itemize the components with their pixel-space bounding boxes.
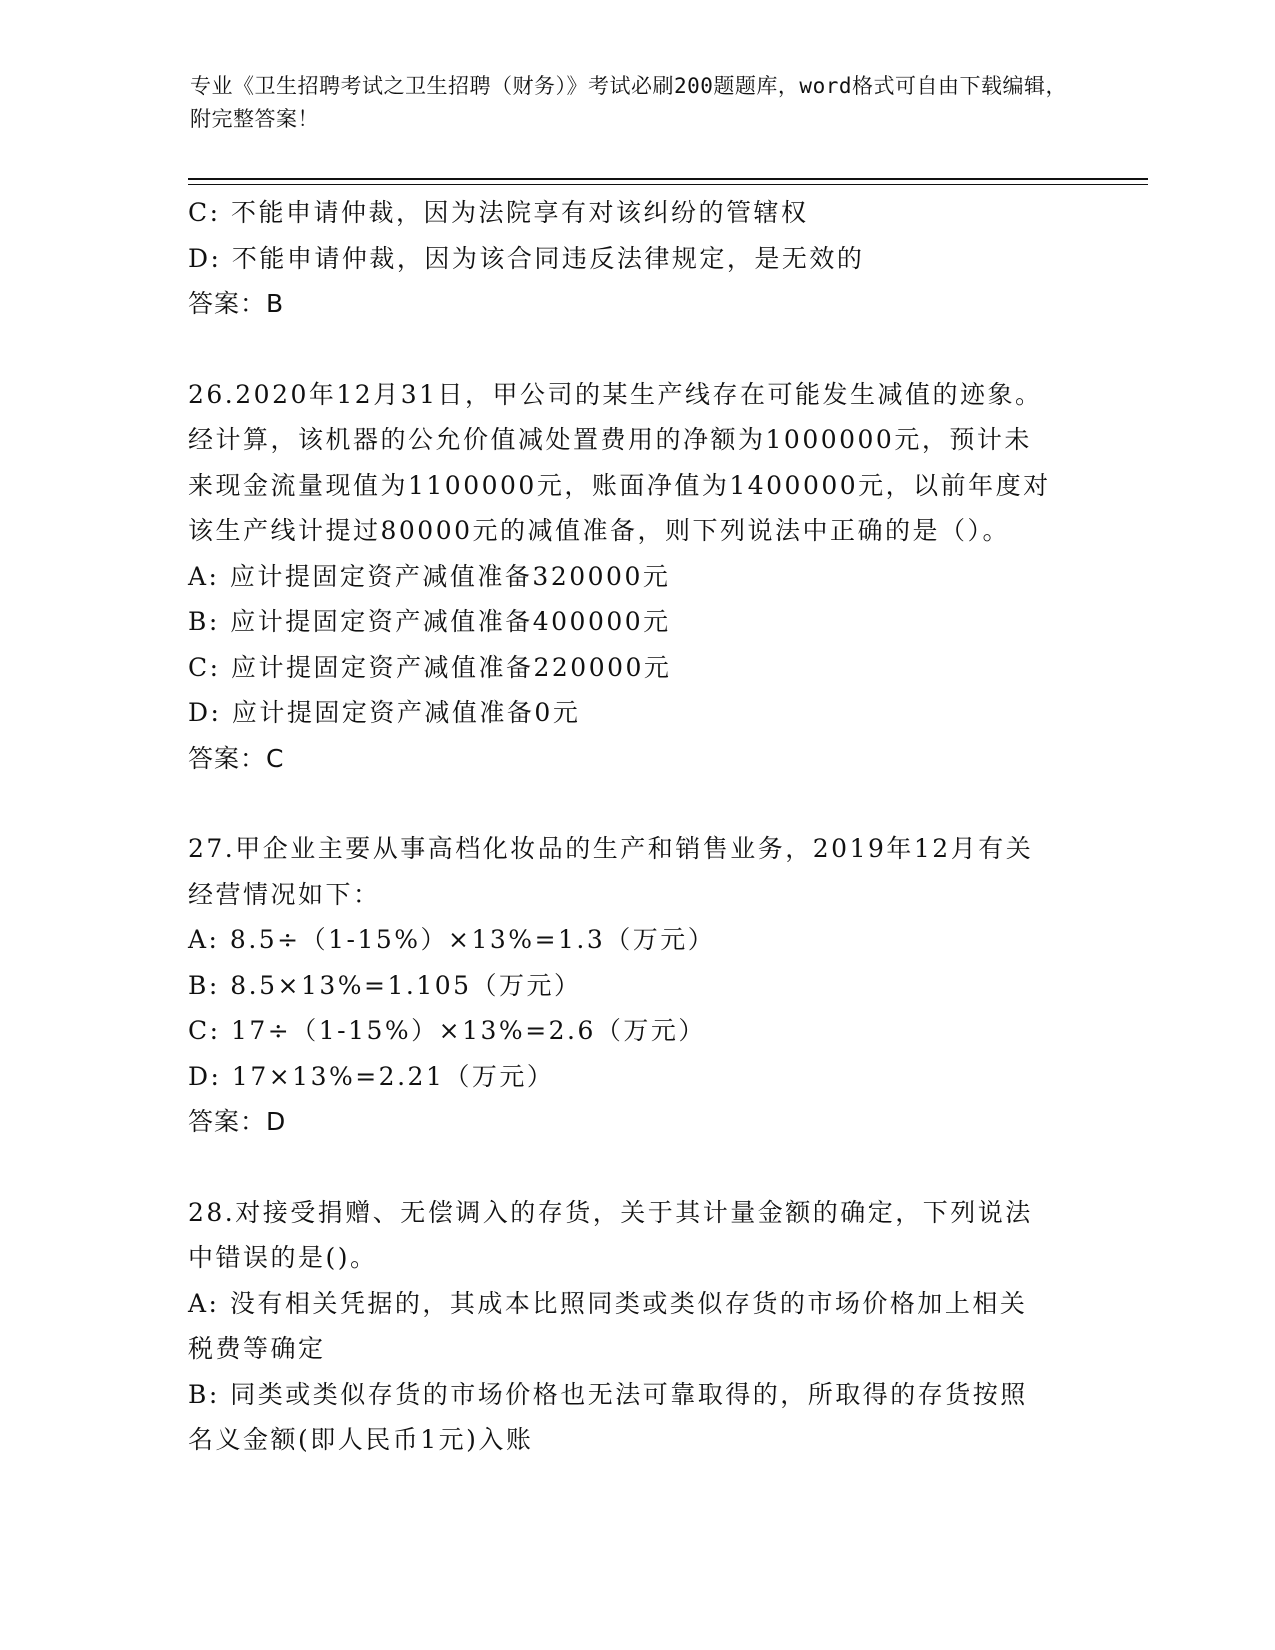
question-stem: 中错误的是()。 [188,1243,378,1272]
prev-question [188,190,1078,327]
question-26 [188,372,1078,782]
document-body [188,190,1078,1463]
document-header [190,70,1070,136]
question-27 [188,826,1078,1145]
header-rule-thick [188,178,1148,180]
option-b: B: 8.5×13%=1.105（万元） [188,970,582,1000]
option-a: A: 8.5÷（1-15%）×13%=1.3（万元） [188,925,716,954]
header-rule-thin [188,184,1148,185]
spacer [188,781,1078,826]
option-d: D: 不能申请仲裁，因为该合同违反法律规定，是无效的 [188,243,865,273]
option-c: C: 不能申请仲裁，因为法院享有对该纠纷的管辖权 [188,198,809,227]
question-stem: 来现金流量现值为1100000元，账面净值为1400000元，以前年度对 [188,470,1051,500]
spacer [188,327,1078,372]
answer-line: 答案：D [188,1107,287,1136]
spacer [188,1145,1078,1190]
option-b-continued: 名义金额(即人民币1元)入账 [188,1425,534,1454]
question-stem: 28.对接受捐赠、无偿调入的存货，关于其计量金额的确定，下列说法 [188,1197,1033,1227]
option-b: B: 应计提固定资产减值准备400000元 [188,607,671,636]
question-stem: 26.2020年12月31日，甲公司的某生产线存在可能发生减值的迹象。 [188,379,1043,409]
answer-line: 答案：B [188,289,285,318]
question-stem: 该生产线计提过80000元的减值准备，则下列说法中正确的是（）。 [188,516,1011,545]
question-28 [188,1190,1078,1463]
option-a: A: 应计提固定资产减值准备320000元 [188,561,671,591]
option-a-continued: 税费等确定 [188,1334,326,1363]
option-a: A: 没有相关凭据的，其成本比照同类或类似存货的市场价格加上相关 [188,1288,1028,1318]
option-d: D: 应计提固定资产减值准备0元 [188,698,581,727]
option-c: C: 应计提固定资产减值准备220000元 [188,652,672,682]
answer-line: 答案：C [188,743,285,773]
question-stem: 经计算，该机器的公允价值减处置费用的净额为1000000元，预计未 [188,425,1032,454]
option-d: D: 17×13%=2.21（万元） [188,1061,555,1091]
option-c: C: 17÷（1-15%）×13%=2.6（万元） [188,1016,706,1045]
question-stem: 经营情况如下： [188,879,381,909]
option-b: B: 同类或类似存货的市场价格也无法可靠取得的，所取得的存货按照 [188,1379,1028,1409]
question-stem: 27.甲企业主要从事高档化妆品的生产和销售业务，2019年12月有关 [188,834,1034,863]
header-title: 专业《卫生招聘考试之卫生招聘（财务）》考试必刷200题题库，word格式可自由下载编辑，附完整答案！ [190,74,1067,131]
